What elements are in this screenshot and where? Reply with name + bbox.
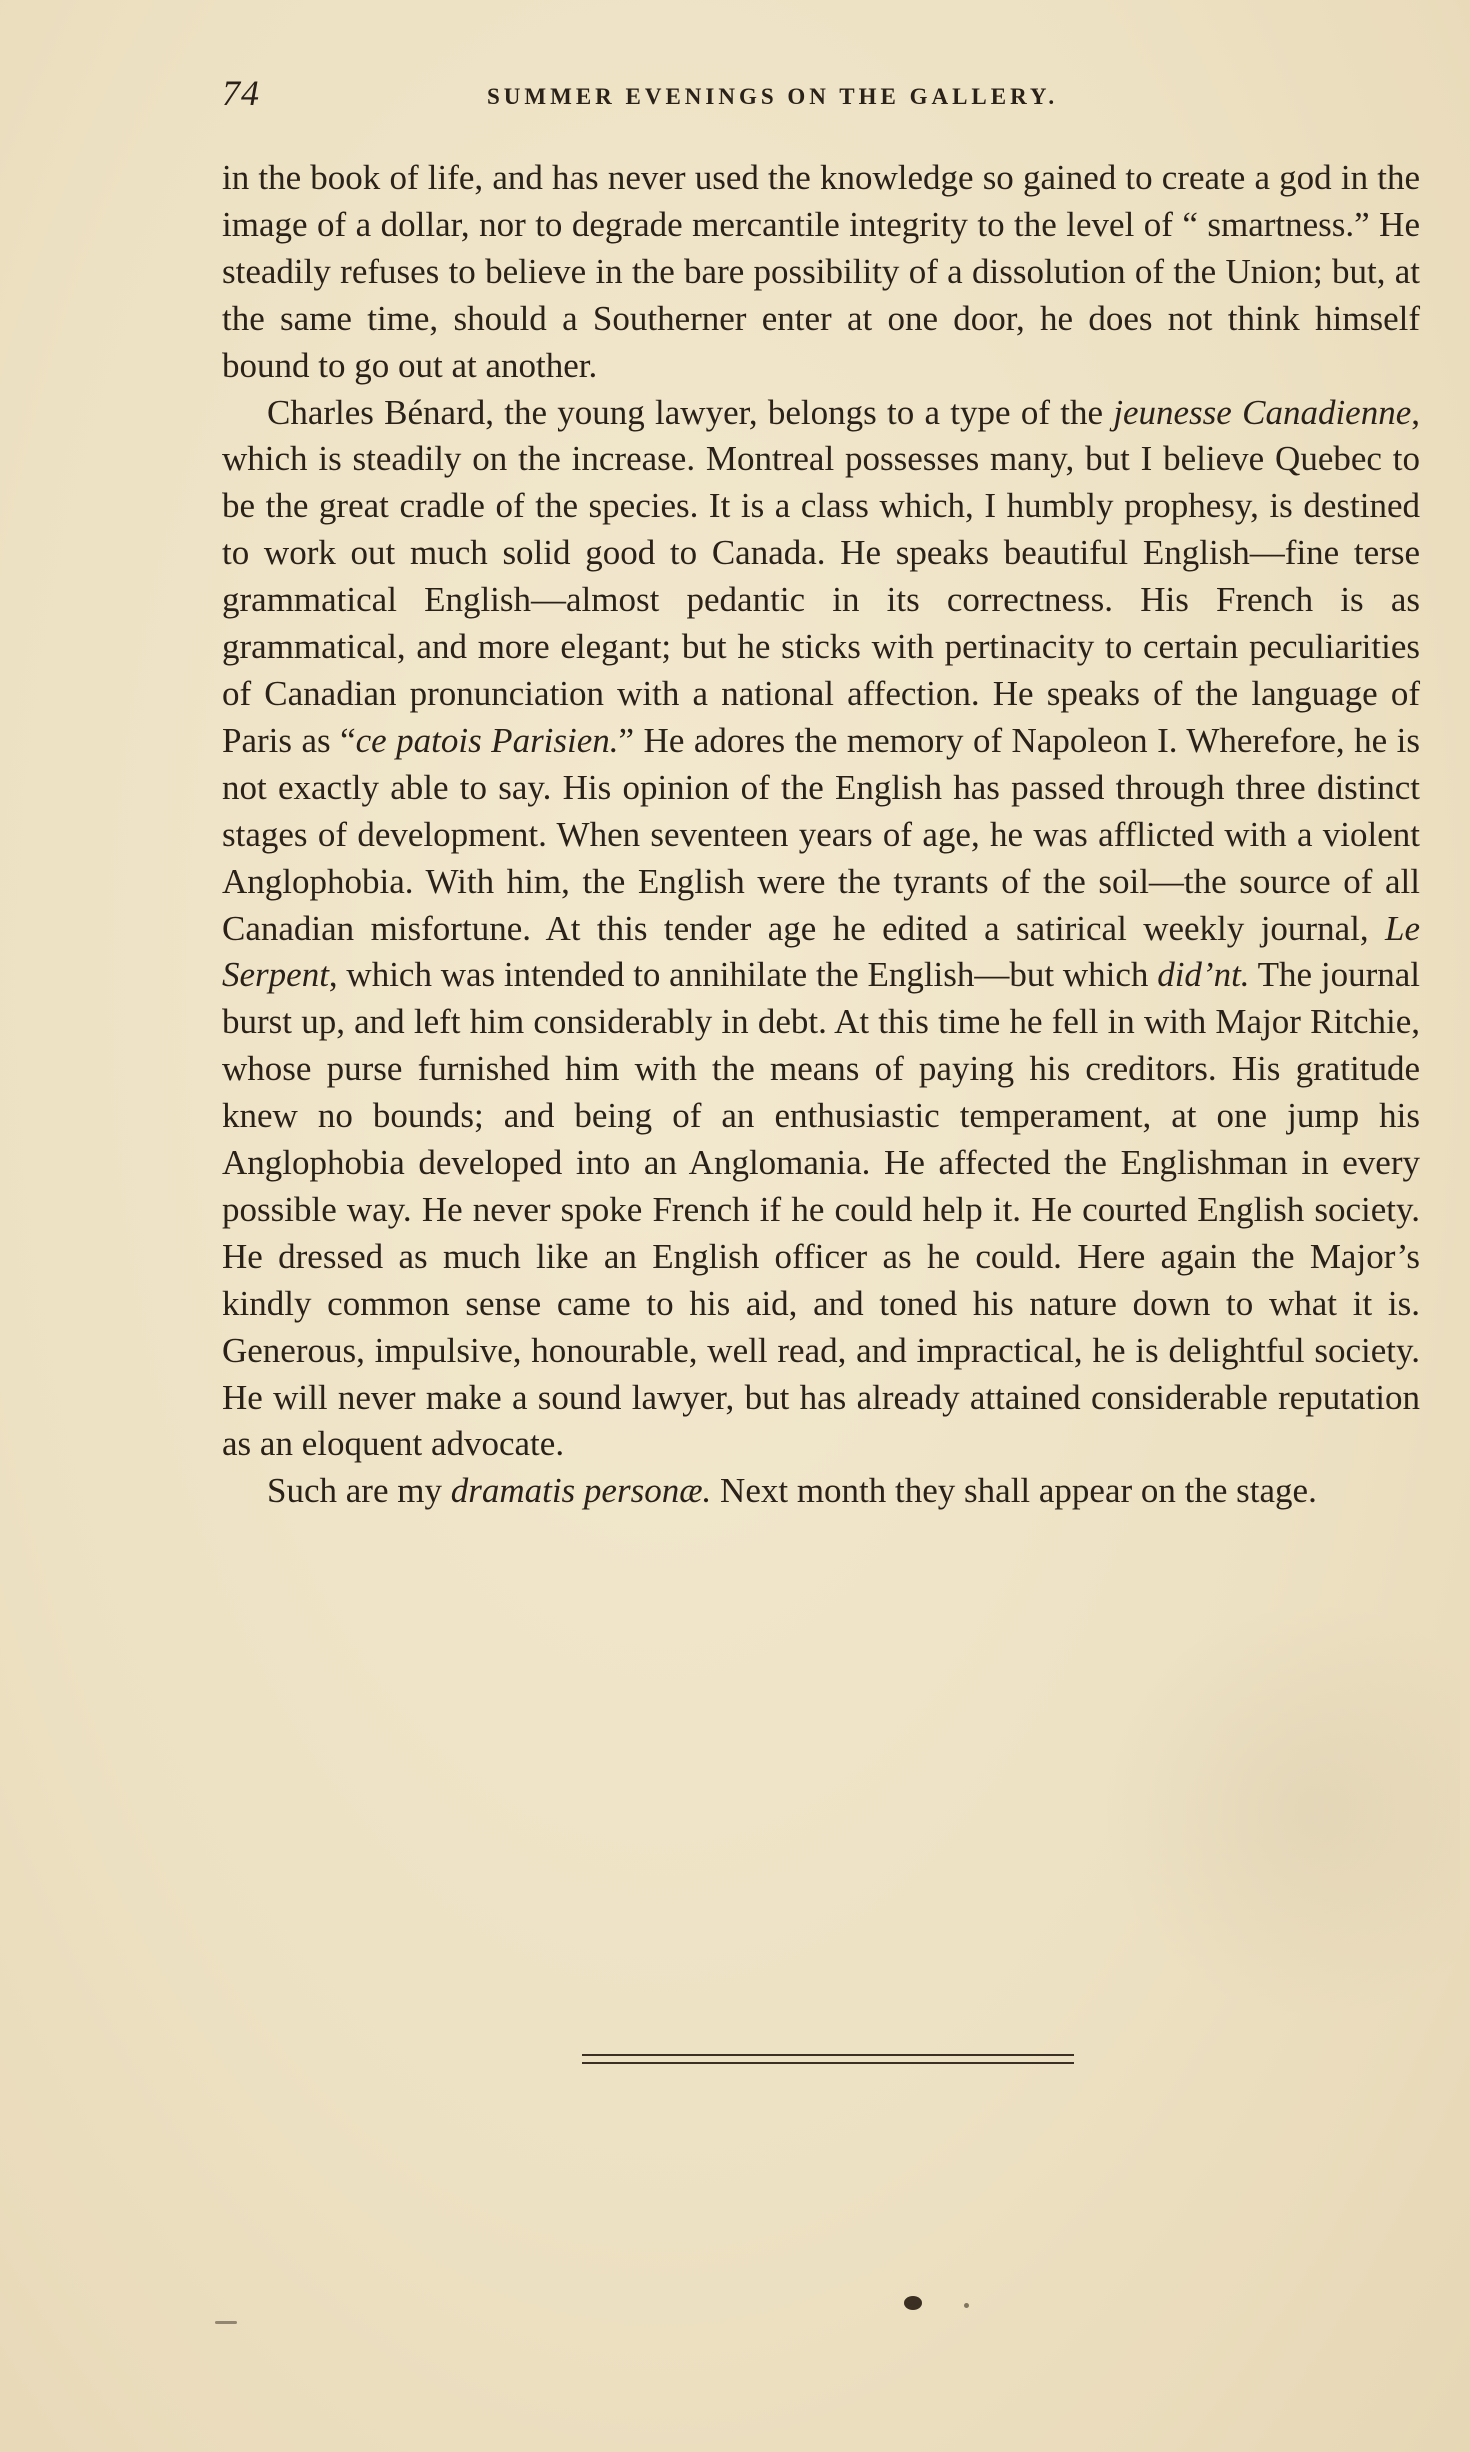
- double-rule-divider: [582, 2054, 1074, 2066]
- text-run: Next month they shall appear on the stage.: [711, 1471, 1317, 1511]
- paragraph: [222, 1468, 1420, 1515]
- text-run: in the book of life, and has never used the knowledge so gained to create a god in the image of a dollar, nor to degrade mercantile integrity to the level of “ smartness.” He steadily refuses to believe in the bare possibility of a dissolution of the Union; but, at the same time, should a Southerner enter at one door, he does not think himself bound to go out at another.: [222, 158, 1420, 385]
- rule-line-top: [582, 2054, 1074, 2056]
- ink-speck: [904, 2296, 922, 2310]
- page-header: [222, 72, 1422, 122]
- text-run: ” He adores the memory of Napoleon I. Wherefore, he is not exactly able to say. His opinion of the English has passed through three distinct stages of development. When seventeen years of age, he was afflicted with a violent Anglophobia. With him, the English were the tyrants of the soil—the source of all Canadian misfortune. At this tender age he edited a satirical weekly journal,: [222, 720, 1420, 948]
- rule-line-bottom: [582, 2062, 1074, 2064]
- text-run: , which is steadily on the increase. Montreal possesses many, but I believe Quebec to be the great cradle of the species. It is a class which, I humbly prophesy, is destined to work out much solid good to Canada. He speaks beautiful English—fine terse grammatical English—almost pedantic in its correctness. His French is as grammatical, and more elegant; but he sticks with pertinacity to certain peculiarities of Canadian pronunciation with a national affection. He speaks of the language of Paris as “: [222, 392, 1420, 760]
- italic-text: dramatis personæ.: [450, 1471, 712, 1511]
- italic-text: did’nt.: [1157, 955, 1250, 995]
- paragraph: [222, 155, 1420, 390]
- ink-speck: [964, 2303, 969, 2308]
- paragraph: [222, 390, 1420, 1469]
- italic-text: Le Serpent: [222, 908, 1420, 995]
- body-text: [222, 155, 1420, 1515]
- text-run: , which was intended to annihilate the English—but which: [328, 955, 1158, 995]
- running-head: SUMMER EVENINGS ON THE GALLERY.: [487, 84, 1059, 109]
- text-run: Such are my: [267, 1471, 451, 1511]
- text-run: Charles Bénard, the young lawyer, belongs to a type of the: [267, 392, 1114, 432]
- page-number: 74: [222, 73, 260, 113]
- show-through-stain: [1100, 1600, 1460, 2020]
- ink-speck: [215, 2321, 237, 2324]
- italic-text: ce patois Parisien.: [355, 720, 619, 760]
- text-run: The journal burst up, and left him considerably in debt. At this time he fell in with Major Ritchie, whose purse furnished him with the means of paying his creditors. His gratitude knew no bounds; and being of an enthusiastic temperament, at one jump his Anglophobia developed into an Anglomania. He affected the Englishman in every possible way. He never spoke French if he could help it. He courted English society. He dressed as much like an English officer as he could. Here again the Major’s kindly common sense came to his aid, and toned his nature down to what it is. Generous, impulsive, honourable, well read, and impractical, he is delightful society. He will never make a sound lawyer, but has already attained considerable reputation as an eloquent advocate.: [222, 955, 1420, 1464]
- italic-text: jeunesse Canadienne: [1113, 392, 1412, 432]
